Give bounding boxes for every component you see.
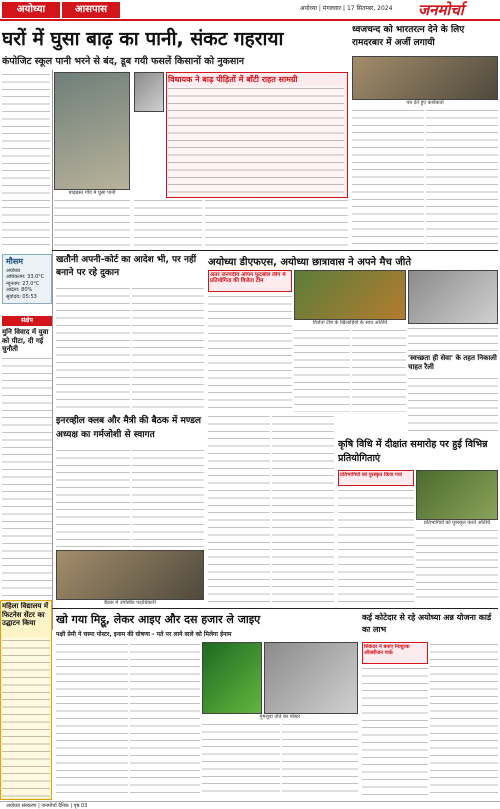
weather-min: न्यूनतम: 27.0°C	[6, 280, 40, 287]
inner-wheel-body-2	[132, 448, 204, 548]
parrot-photo	[202, 642, 262, 714]
convocation-photo	[416, 470, 498, 520]
bharat-ratna-body-2	[426, 108, 498, 248]
fitness-center-body	[2, 638, 50, 798]
lost-parrot-body-4	[282, 722, 358, 798]
football-body-3	[352, 328, 406, 412]
weather-sunrise: सूर्योदय: 05:53	[6, 293, 37, 300]
column-divider	[52, 70, 53, 630]
short-news-label: संक्षेप	[2, 316, 52, 326]
lost-parrot-headline[interactable]: खो गया मिट्ठू, लेकर आइए और दस हजार ले जाइए	[56, 613, 261, 626]
weather-widget	[2, 254, 52, 304]
flood-photo-caption: बाढ़ग्रस्त गाँव में घुसा पानी	[54, 190, 130, 197]
meeting-caption: बैठक में उपस्थित पदाधिकारी	[56, 600, 204, 607]
poster-caption: गुमशुदा तोते का पोस्टर	[202, 714, 358, 721]
ration-card-body-2	[430, 642, 498, 798]
football-body-1	[208, 294, 292, 412]
masthead	[0, 0, 500, 24]
fitness-center-headline[interactable]: महिला विद्यालय में फिटनेस सेंटर का उद्घाटन किया	[2, 602, 49, 627]
lead-headline[interactable]: घरों में घुसा बाढ़ का पानी, संकट गहराया	[2, 28, 284, 50]
meeting-photo	[56, 550, 204, 600]
lead-body-col-2	[54, 198, 130, 250]
weather-max: अधिकतम: 33.0°C	[6, 274, 45, 281]
lost-parrot-body-2	[130, 642, 200, 798]
newspaper-logo: जनमोर्चा	[418, 1, 464, 19]
football-sub-headline: अंतर जनपदीय ओपन फुटबॉल लीग में प्रतियोगिता की विजेता टीम	[210, 272, 286, 285]
bharat-ratna-body-1	[352, 108, 424, 248]
convocation-sub-headline: प्रतिभागियों को पुरस्कृत किया गया	[340, 472, 403, 478]
lost-parrot-subhead: पक्षी प्रेमी ने चस्पा पोस्टर, इनाम की घोषणा - पते पर लाने वाले को मिलेगा ईनाम	[56, 631, 232, 638]
weather-humidity: आर्द्रता: 80%	[6, 287, 33, 294]
lead-subhead: कंपोजिट स्कूल पानी भरने से बंद, डूब गयी फसलें किसानों को नुकसान	[2, 56, 245, 67]
lead-body-col-4	[205, 198, 348, 250]
inner-wheel-body-1	[56, 448, 130, 548]
convocation-caption: प्रतिभागियों को पुरस्कृत करते अतिथि	[416, 520, 498, 527]
cleanliness-rally-body	[408, 376, 498, 436]
ration-card-body-1	[362, 666, 428, 798]
football-photo-caption: विजेता टीम के खिलाड़ियों के साथ अतिथि	[294, 320, 406, 327]
ration-card-headline[interactable]: कई कोटेदार से रहे अयोध्या अन्न योजना कार्ड का लाभ	[362, 613, 492, 634]
page-footer: अयोध्या संस्करण | जनमोर्चा दैनिक | पृष्ठ 03	[0, 801, 500, 809]
oxygen-park-headline: सिकंदर ने बनाए निःशुल्क ऑक्सीजन पार्क	[364, 644, 410, 656]
flood-photo	[54, 72, 130, 190]
dateline: अयोध्या | मंगलवार | 17 सितम्बर, 2024	[300, 5, 393, 12]
court-order-body-2	[132, 286, 204, 412]
court-order-body-1	[56, 286, 130, 412]
cleanliness-rally-headline[interactable]: 'स्वच्छता ही सेवा' के तहत निकाली चाहत रैली	[408, 354, 497, 371]
convocation-body-2	[416, 528, 498, 604]
section-label-ayodhya[interactable]: अयोध्या	[2, 2, 60, 18]
football-team-photo	[294, 270, 406, 320]
short-news-body-1	[2, 356, 52, 596]
mla-relief-headline[interactable]: विधायक ने बाढ़ पीड़ितों में बाँटी राहत सामग्री	[168, 75, 298, 84]
council-body-2	[272, 414, 334, 604]
convocation-headline[interactable]: कृषि विधि में दीक्षांत समारोह पर हुई विभिन्न प्रतियोगिताएं	[338, 439, 488, 464]
weather-title: मौसम	[6, 257, 24, 266]
lost-parrot-body-1	[56, 642, 128, 798]
inner-wheel-headline[interactable]: इनरव्हील क्लब और मैत्री की बैठक में मण्डल अध्यक्ष का गर्मजोशी से स्वागत	[56, 416, 202, 440]
short-news-headline-1[interactable]: मुनि विवाद में युवा को पीटा, दी गई चुनौती	[2, 328, 49, 353]
rally-photo	[408, 270, 498, 324]
mla-relief-body	[168, 86, 344, 196]
lost-parrot-body-3	[202, 722, 280, 798]
rally-caption-body	[408, 326, 498, 352]
lead-body-col-3	[134, 198, 202, 250]
bharat-ratna-headline[interactable]: ध्वजचन्द को भारतरत्न देने के लिए रामदरबार में अर्जी लगायी	[352, 25, 465, 48]
weather-city: अयोध्या	[6, 268, 21, 274]
mla-portrait	[134, 72, 164, 112]
football-body-2	[294, 328, 350, 412]
court-order-headline[interactable]: खतौनी अपनी-कोर्ट का आदेश भी, पर नहीं बनाने पर रहे दुकान	[56, 255, 197, 278]
lead-body-col-1	[2, 72, 50, 248]
football-headline[interactable]: अयोध्या डीएफएस, अयोध्या छात्रावास ने अपने मैच जीते	[208, 257, 412, 268]
section-rule	[52, 250, 498, 251]
bharat-ratna-photo	[352, 56, 498, 100]
convocation-body-1	[338, 488, 414, 604]
section-label-aaspaas[interactable]: आसपास	[62, 2, 120, 18]
council-body-1	[208, 414, 270, 604]
bottom-section-rule	[52, 608, 498, 609]
bharat-ratna-caption: पत्र देते हुए कार्यकर्ता	[352, 100, 498, 107]
missing-parrot-poster	[264, 642, 358, 714]
